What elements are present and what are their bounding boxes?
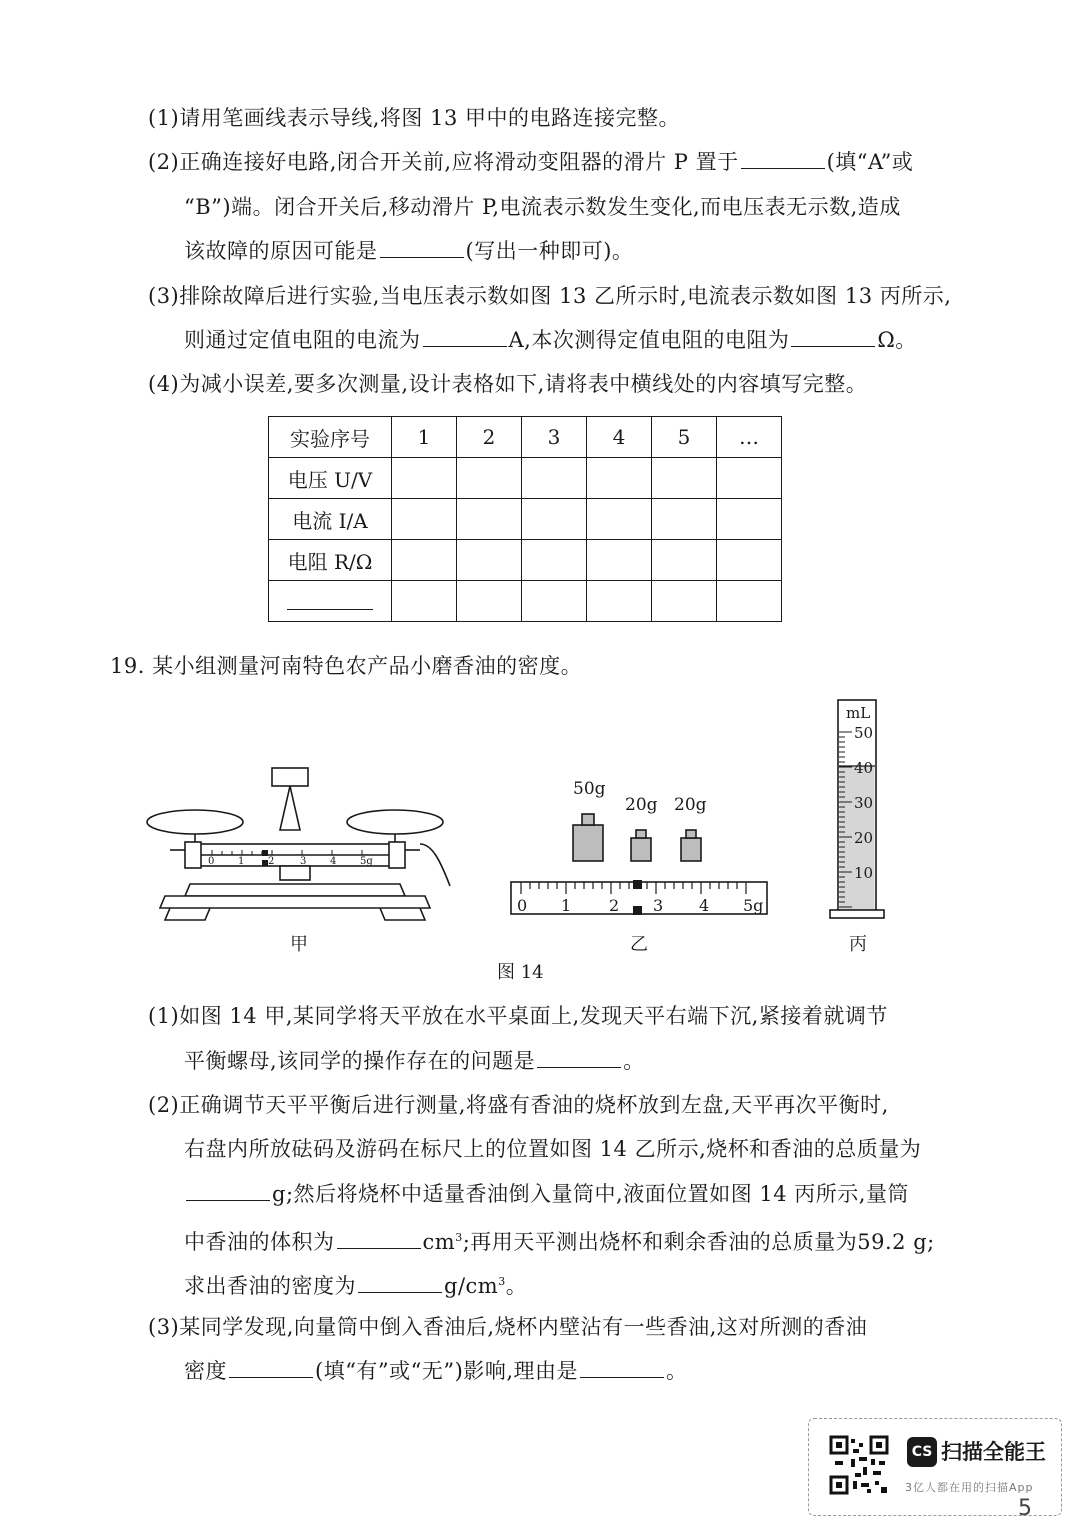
answer-blank[interactable]	[229, 1357, 313, 1378]
balance-figure	[140, 760, 460, 930]
weight-label: 20g	[625, 795, 658, 815]
table-cell[interactable]	[457, 581, 522, 622]
table-cell[interactable]	[717, 581, 782, 622]
answer-blank[interactable]	[537, 1047, 621, 1068]
table-cell[interactable]	[392, 499, 457, 540]
table-cell[interactable]	[587, 581, 652, 622]
svg-text:4: 4	[330, 856, 337, 867]
answer-blank[interactable]	[741, 148, 825, 169]
q19-title: 19. 某小组测量河南特色农产品小磨香油的密度。	[110, 654, 583, 678]
table-cell[interactable]	[392, 581, 457, 622]
scale-tick-label: 0	[517, 896, 528, 915]
table-cell[interactable]	[457, 499, 522, 540]
cylinder-tick-label: 20	[854, 829, 874, 847]
row-label-blank[interactable]	[269, 581, 392, 622]
scale-tick-label: 2	[609, 896, 620, 915]
q18-part3-line1: (3)排除故障后进行实验,当电压表示数如图 13 乙所示时,电流表示数如图 13 丙所示,	[148, 284, 952, 308]
svg-text:5g: 5g	[360, 856, 373, 867]
table-cell[interactable]	[522, 499, 587, 540]
table-cell[interactable]	[392, 458, 457, 499]
table-cell[interactable]	[587, 499, 652, 540]
row-label: 电阻 R/Ω	[269, 540, 392, 581]
table-cell[interactable]	[717, 499, 782, 540]
watermark-brand: 扫描全能王	[941, 1440, 1046, 1464]
row-label: 电流 I/A	[269, 499, 392, 540]
cylinder-tick-label: 30	[854, 794, 874, 812]
table-cell[interactable]	[457, 540, 522, 581]
svg-text:2: 2	[268, 856, 275, 867]
q19-part2-line2: 右盘内所放砝码及游码在标尺上的位置如图 14 乙所示,烧杯和香油的总质量为	[184, 1137, 922, 1161]
figure-caption: 图 14	[497, 962, 544, 983]
q18-part3-line2: 则通过定值电阻的电流为 A,本次测得定值电阻的电阻为 Ω。	[184, 328, 917, 352]
answer-blank[interactable]	[423, 326, 507, 347]
table-cell[interactable]	[587, 458, 652, 499]
table-cell[interactable]	[457, 458, 522, 499]
q19-part1-line1: (1)如图 14 甲,某同学将天平放在水平桌面上,发现天平右端下沉,紧接着就调节	[148, 1004, 888, 1028]
q19-part3-line1: (3)某同学发现,向量筒中倒入香油后,烧杯内壁沾有一些香油,这对所测的香油	[148, 1315, 868, 1339]
answer-blank[interactable]	[380, 237, 464, 258]
page-number: 5	[1018, 1496, 1032, 1521]
table-header-cell: …	[717, 417, 782, 458]
q18-part2-line2: “B”)端。闭合开关后,移动滑片 P,电流表示数发生变化,而电压表无示数,造成	[184, 195, 901, 219]
cs-badge-icon: CS	[907, 1437, 937, 1467]
weight-label: 50g	[573, 779, 606, 799]
table-cell[interactable]	[522, 581, 587, 622]
table-cell[interactable]	[522, 458, 587, 499]
table-cell[interactable]	[652, 581, 717, 622]
q19-part2-line1: (2)正确调节天平平衡后进行测量,将盛有香油的烧杯放到左盘,天平再次平衡时,	[148, 1093, 889, 1117]
scale-tick-label: 5g	[743, 896, 764, 915]
table-cell[interactable]	[652, 540, 717, 581]
weight-label: 20g	[674, 795, 707, 815]
table-row	[269, 458, 782, 499]
q19-part3-line2: 密度 (填“有”或“无”)影响,理由是 。	[184, 1359, 688, 1383]
q19-part2-line3: g;然后将烧杯中适量香油倒入量筒中,液面位置如图 14 丙所示,量筒	[184, 1180, 909, 1208]
figure-label: 甲	[290, 934, 308, 955]
table-cell[interactable]	[652, 458, 717, 499]
svg-text:0: 0	[208, 856, 215, 867]
figure-label: 丙	[849, 934, 867, 955]
cylinder-tick-label: 50	[854, 724, 874, 742]
table-row	[269, 499, 782, 540]
scale-tick-label: 4	[699, 896, 710, 915]
cylinder-figure	[826, 696, 890, 922]
q18-part2-line3: 该故障的原因可能是 (写出一种即可)。	[184, 239, 634, 263]
figure-label: 乙	[630, 934, 648, 955]
svg-text:1: 1	[238, 856, 245, 867]
qr-code-icon	[829, 1435, 889, 1495]
q18-part2-line1: (2)正确连接好电路,闭合开关前,应将滑动变阻器的滑片 P 置于 (填“A”或	[148, 150, 914, 174]
table-row	[269, 540, 782, 581]
row-label: 电压 U/V	[269, 458, 392, 499]
table-header-cell: 1	[392, 417, 457, 458]
q19-part2-line5: 求出香油的密度为 $g/cm^3$。	[184, 1274, 528, 1298]
weights-scale-figure	[505, 770, 775, 920]
table-row	[269, 417, 782, 458]
table-header-cell: 实验序号	[269, 417, 392, 458]
q18-part4: (4)为减小误差,要多次测量,设计表格如下,请将表中横线处的内容填写完整。	[148, 372, 868, 396]
table-cell[interactable]	[587, 540, 652, 581]
table-cell[interactable]	[652, 499, 717, 540]
table-cell[interactable]	[717, 540, 782, 581]
cylinder-unit: mL	[846, 704, 871, 722]
table-cell[interactable]	[392, 540, 457, 581]
scale-tick-label: 3	[653, 896, 664, 915]
cylinder-tick-label: 10	[854, 864, 874, 882]
experiment-table	[268, 416, 782, 622]
q19-part2-line4: 中香油的体积为 $cm^3$;再用天平测出烧杯和剩余香油的总质量为59.2 g;	[184, 1230, 935, 1254]
table-header-cell: 4	[587, 417, 652, 458]
q19-part1-line2: 平衡螺母,该同学的操作存在的问题是 。	[184, 1049, 645, 1073]
table-header-cell: 3	[522, 417, 587, 458]
answer-blank[interactable]	[186, 1180, 270, 1201]
table-row	[269, 581, 782, 622]
answer-blank[interactable]	[791, 326, 875, 347]
scale-tick-label: 1	[561, 896, 572, 915]
q18-part1: (1)请用笔画线表示导线,将图 13 甲中的电路连接完整。	[148, 106, 680, 130]
cylinder-tick-label: 40	[854, 759, 874, 777]
answer-blank[interactable]	[358, 1272, 442, 1293]
table-header-cell: 5	[652, 417, 717, 458]
answer-blank[interactable]	[337, 1228, 421, 1249]
answer-blank[interactable]	[580, 1357, 664, 1378]
table-cell[interactable]	[717, 458, 782, 499]
table-cell[interactable]	[522, 540, 587, 581]
watermark-tagline: 3亿人都在用的扫描App	[905, 1481, 1034, 1494]
svg-text:3: 3	[300, 856, 307, 867]
table-header-cell: 2	[457, 417, 522, 458]
